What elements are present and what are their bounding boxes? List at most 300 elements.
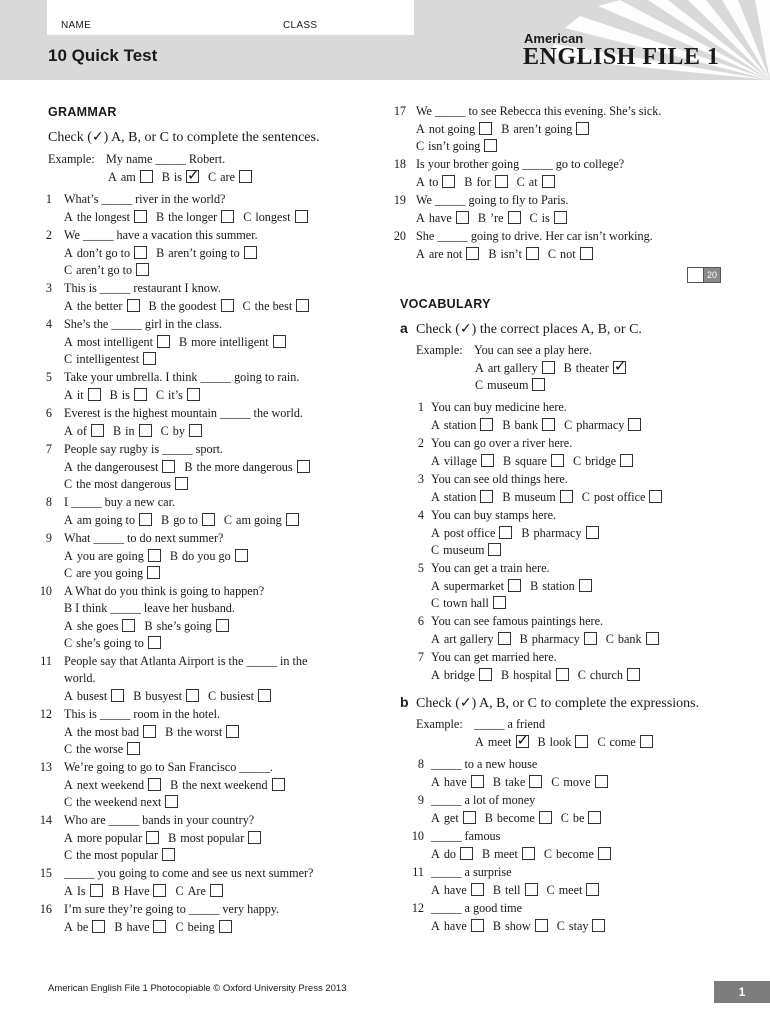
- option-text: go to: [173, 513, 198, 527]
- answer-checkbox[interactable]: [480, 418, 493, 431]
- option-letter: B: [502, 418, 511, 432]
- answer-checkbox[interactable]: [148, 636, 161, 649]
- option-text: not: [560, 247, 576, 261]
- question-text: We _____ going to fly to Paris.: [416, 193, 569, 207]
- question-10: [38, 584, 265, 653]
- question-text: You can go over a river here.: [431, 436, 573, 450]
- answer-checkbox[interactable]: [189, 424, 202, 437]
- option-letter: C: [242, 299, 251, 313]
- options-row: [38, 335, 295, 352]
- answer-checkbox[interactable]: [226, 725, 239, 738]
- options-row: [38, 689, 280, 706]
- answer-checkbox[interactable]: [219, 920, 232, 933]
- answer-checkbox[interactable]: [542, 418, 555, 431]
- answer-checkbox[interactable]: [187, 388, 200, 401]
- option-letter: B: [156, 246, 165, 260]
- vocab-b-tag: b: [400, 694, 409, 710]
- option-text: have: [428, 211, 452, 225]
- brand-english-file: ENGLISH FILE 1: [523, 44, 720, 70]
- option-text: busiest: [220, 689, 254, 703]
- option-b: [149, 299, 234, 314]
- question-number: 4: [417, 508, 424, 522]
- option-b: [464, 175, 507, 190]
- option-letter: A: [64, 460, 73, 474]
- option-letter: C: [160, 424, 169, 438]
- answer-checkbox[interactable]: [620, 454, 633, 467]
- checked-checkbox[interactable]: [186, 170, 199, 183]
- option-letter: A: [64, 619, 73, 633]
- option-c: [64, 848, 175, 863]
- answer-checkbox[interactable]: [272, 778, 285, 791]
- option-c: [208, 689, 271, 704]
- option-text: are not: [428, 247, 463, 261]
- footer-copyright: [48, 984, 346, 995]
- option-text: the dangerousest: [76, 460, 159, 474]
- answer-checkbox[interactable]: [239, 170, 252, 183]
- answer-checkbox[interactable]: [297, 460, 310, 473]
- option-letter: B: [114, 920, 123, 934]
- answer-checkbox[interactable]: [471, 883, 484, 896]
- option-letter: A: [416, 175, 425, 189]
- question-text: _____ to a new house: [431, 757, 538, 771]
- answer-checkbox[interactable]: [495, 175, 508, 188]
- answer-checkbox[interactable]: [595, 775, 608, 788]
- option-text: supermarket: [443, 579, 505, 593]
- answer-checkbox[interactable]: [162, 460, 175, 473]
- question-number: 5: [417, 561, 424, 575]
- answer-checkbox[interactable]: [148, 549, 161, 562]
- question-6: [38, 406, 303, 441]
- question-2: [406, 437, 642, 471]
- answer-checkbox[interactable]: [90, 884, 103, 897]
- answer-checkbox[interactable]: [248, 831, 261, 844]
- answer-checkbox[interactable]: [575, 735, 588, 748]
- answer-checkbox[interactable]: [598, 847, 611, 860]
- answer-checkbox[interactable]: [88, 388, 101, 401]
- answer-checkbox[interactable]: [529, 775, 542, 788]
- question-4: [38, 318, 295, 369]
- option-text: pharmacy: [533, 526, 582, 540]
- answer-checkbox[interactable]: [296, 299, 309, 312]
- option-a: [475, 735, 529, 750]
- score-total: 20: [704, 268, 720, 282]
- answer-checkbox[interactable]: [258, 689, 271, 702]
- option-a: [64, 299, 140, 314]
- answer-checkbox[interactable]: [216, 619, 229, 632]
- checked-checkbox[interactable]: [613, 361, 626, 374]
- options-row: [38, 549, 257, 566]
- option-c: [544, 847, 611, 862]
- options-row: [38, 795, 294, 812]
- answer-checkbox[interactable]: [244, 246, 257, 259]
- option-text: tell: [504, 883, 521, 897]
- answer-checkbox[interactable]: [111, 689, 124, 702]
- answer-checkbox[interactable]: [162, 848, 175, 861]
- option-text: Is: [76, 884, 86, 898]
- options-row: [38, 566, 257, 583]
- answer-checkbox[interactable]: [134, 210, 147, 223]
- option-c: [431, 543, 501, 558]
- option-c: [551, 775, 607, 790]
- answer-checkbox[interactable]: [295, 210, 308, 223]
- answer-checkbox[interactable]: [586, 526, 599, 539]
- answer-checkbox[interactable]: [539, 811, 552, 824]
- option-b: [493, 919, 548, 934]
- options-row: [406, 418, 650, 435]
- option-letter: A: [416, 122, 425, 136]
- answer-checkbox[interactable]: [463, 811, 476, 824]
- question-number: 8: [45, 495, 52, 509]
- answer-checkbox[interactable]: [592, 919, 605, 932]
- question-number: 1: [417, 400, 424, 414]
- option-c: [547, 883, 600, 898]
- option-text: most popular: [180, 831, 245, 845]
- question-text: _____ a surprise: [431, 865, 512, 879]
- option-a: [431, 811, 476, 826]
- answer-checkbox[interactable]: [580, 247, 593, 260]
- option-text: the most dangerous: [76, 477, 171, 491]
- option-c: [64, 477, 188, 492]
- option-text: to: [428, 175, 439, 189]
- answer-checkbox[interactable]: [134, 388, 147, 401]
- option-a: [64, 388, 101, 403]
- answer-checkbox[interactable]: [127, 299, 140, 312]
- answer-checkbox[interactable]: [139, 513, 152, 526]
- question-5: [406, 562, 601, 613]
- option-letter: A: [64, 424, 73, 438]
- answer-checkbox[interactable]: [139, 424, 152, 437]
- option-text: the most popular: [76, 848, 159, 862]
- question-number: 3: [45, 281, 52, 295]
- question-number: 17: [393, 104, 406, 118]
- answer-checkbox[interactable]: [499, 526, 512, 539]
- option-a: [64, 549, 161, 564]
- answer-checkbox[interactable]: [628, 418, 641, 431]
- option-text: longest: [255, 210, 291, 224]
- answer-checkbox[interactable]: [484, 139, 497, 152]
- option-c: [243, 299, 310, 314]
- option-c: [156, 388, 200, 403]
- answer-checkbox[interactable]: [542, 175, 555, 188]
- option-a: [475, 361, 555, 376]
- option-a: [431, 418, 493, 433]
- grammar-title: GRAMMAR: [48, 105, 117, 119]
- option-letter: C: [546, 883, 555, 897]
- answer-checkbox[interactable]: [471, 775, 484, 788]
- option-letter: A: [431, 632, 440, 646]
- answer-checkbox[interactable]: [134, 246, 147, 259]
- answer-checkbox[interactable]: [525, 883, 538, 896]
- option-text: theater: [575, 361, 609, 375]
- option-letter: B: [502, 490, 511, 504]
- answer-checkbox[interactable]: [493, 596, 506, 609]
- option-text: the worse: [76, 742, 124, 756]
- question-number: 18: [393, 157, 406, 171]
- question-3: [406, 473, 671, 507]
- answer-checkbox[interactable]: [498, 632, 511, 645]
- options-row: [38, 263, 266, 280]
- option-text: become: [496, 811, 535, 825]
- answer-checkbox[interactable]: [488, 543, 501, 556]
- option-text: post office: [593, 490, 646, 504]
- option-a: [64, 619, 135, 634]
- option-text: is: [121, 388, 130, 402]
- option-a: [64, 920, 105, 935]
- option-letter: A: [64, 246, 73, 260]
- option-letter: B: [169, 549, 178, 563]
- answer-checkbox[interactable]: [140, 170, 153, 183]
- options-row: [38, 725, 248, 742]
- answer-checkbox[interactable]: [542, 361, 555, 374]
- answer-checkbox[interactable]: [286, 513, 299, 526]
- option-b: [521, 526, 598, 541]
- answer-checkbox[interactable]: [157, 335, 170, 348]
- name-label: NAME: [61, 20, 92, 31]
- answer-checkbox[interactable]: [143, 725, 156, 738]
- answer-checkbox[interactable]: [579, 579, 592, 592]
- option-letter: C: [155, 388, 165, 402]
- answer-checkbox[interactable]: [165, 795, 178, 808]
- option-text: the better: [76, 299, 123, 313]
- answer-checkbox[interactable]: [551, 454, 564, 467]
- option-c: [475, 378, 545, 393]
- options-row: [406, 454, 642, 471]
- option-letter: B: [519, 632, 528, 646]
- option-letter: A: [431, 883, 440, 897]
- options-row: [38, 460, 319, 477]
- question-number: 7: [417, 650, 424, 664]
- answer-checkbox[interactable]: [479, 122, 492, 135]
- question-7: [406, 651, 649, 685]
- answer-checkbox[interactable]: [460, 847, 473, 860]
- option-letter: C: [207, 170, 217, 184]
- question-number: 3: [417, 472, 424, 486]
- answer-checkbox[interactable]: [136, 263, 149, 276]
- option-a: [64, 725, 156, 740]
- option-letter: B: [500, 668, 510, 682]
- option-letter: A: [64, 513, 73, 527]
- option-letter: C: [64, 263, 73, 277]
- answer-checkbox[interactable]: [91, 424, 104, 437]
- option-text: ’re: [489, 211, 504, 225]
- question-16: [38, 902, 280, 937]
- option-text: by: [172, 424, 185, 438]
- answer-checkbox[interactable]: [576, 122, 589, 135]
- option-text: meet: [494, 847, 518, 861]
- answer-checkbox[interactable]: [479, 668, 492, 681]
- answer-checkbox[interactable]: [535, 919, 548, 932]
- option-text: station: [542, 579, 575, 593]
- option-letter: A: [475, 361, 484, 375]
- question-number: 11: [40, 654, 52, 668]
- question-text: She _____ going to drive. Her car isn’t working.: [416, 229, 653, 243]
- option-b: [156, 246, 257, 261]
- answer-checkbox[interactable]: [221, 299, 234, 312]
- option-letter: A: [64, 725, 73, 739]
- answer-checkbox[interactable]: [586, 883, 599, 896]
- page-number: 1: [714, 981, 770, 1003]
- answer-checkbox[interactable]: [146, 831, 159, 844]
- question-number: 10: [39, 584, 52, 598]
- answer-checkbox[interactable]: [627, 668, 640, 681]
- answer-checkbox[interactable]: [175, 477, 188, 490]
- option-text: stay: [568, 919, 589, 933]
- question-13: [38, 761, 294, 812]
- answer-checkbox[interactable]: [147, 566, 160, 579]
- option-letter: B: [144, 619, 153, 633]
- answer-checkbox[interactable]: [122, 619, 135, 632]
- option-c: [224, 513, 299, 528]
- answer-checkbox[interactable]: [588, 811, 601, 824]
- answer-checkbox[interactable]: [127, 742, 140, 755]
- option-b: [168, 831, 261, 846]
- options-row: [38, 513, 308, 530]
- option-a: [431, 775, 484, 790]
- answer-checkbox[interactable]: [554, 211, 567, 224]
- answer-checkbox[interactable]: [186, 689, 199, 702]
- option-c: [175, 884, 222, 899]
- option-c: [561, 811, 602, 826]
- option-letter: A: [64, 831, 73, 845]
- option-text: most intelligent: [76, 335, 153, 349]
- option-text: busyest: [145, 689, 182, 703]
- option-text: being: [187, 920, 215, 934]
- options-row: [38, 619, 238, 636]
- question-3: [38, 282, 318, 316]
- answer-checkbox[interactable]: [153, 884, 166, 897]
- option-a: [431, 632, 511, 647]
- option-letter: C: [64, 795, 73, 809]
- question-8: [406, 758, 617, 792]
- option-letter: A: [431, 418, 440, 432]
- answer-checkbox[interactable]: [456, 211, 469, 224]
- option-text: are you going: [76, 566, 144, 580]
- example-label: Example:: [48, 152, 95, 166]
- question-number: 19: [393, 193, 406, 207]
- answer-checkbox[interactable]: [508, 211, 521, 224]
- option-a: [64, 778, 161, 793]
- option-a: [64, 884, 103, 899]
- question-number: 10: [411, 829, 424, 843]
- answer-checkbox[interactable]: [480, 490, 493, 503]
- question-6: [406, 615, 668, 649]
- option-text: isn’t going: [428, 139, 481, 153]
- option-b: [133, 689, 199, 704]
- option-a: [431, 668, 492, 683]
- answer-checkbox[interactable]: [532, 378, 545, 391]
- checked-checkbox[interactable]: [516, 735, 529, 748]
- option-letter: C: [547, 247, 557, 261]
- answer-checkbox[interactable]: [526, 247, 539, 260]
- option-letter: B: [168, 831, 177, 845]
- option-text: meet: [558, 883, 583, 897]
- answer-checkbox[interactable]: [92, 920, 105, 933]
- option-text: do: [443, 847, 456, 861]
- option-letter: C: [416, 139, 425, 153]
- option-a: [431, 919, 484, 934]
- options-row: [406, 579, 601, 596]
- option-letter: B: [537, 735, 546, 749]
- answer-checkbox[interactable]: [646, 632, 659, 645]
- options-row: [406, 919, 614, 936]
- answer-checkbox[interactable]: [442, 175, 455, 188]
- question-17: [390, 104, 662, 156]
- options-row: [390, 211, 576, 228]
- option-letter: C: [529, 211, 538, 225]
- option-b: [482, 847, 535, 862]
- answer-checkbox[interactable]: [210, 884, 223, 897]
- option-letter: B: [178, 335, 188, 349]
- example-label: Example:: [416, 717, 463, 731]
- answer-checkbox[interactable]: [273, 335, 286, 348]
- question-number: 12: [39, 707, 52, 721]
- option-text: it’s: [168, 388, 183, 402]
- answer-checkbox[interactable]: [466, 247, 479, 260]
- option-text: the best: [254, 299, 293, 313]
- answer-checkbox[interactable]: [649, 490, 662, 503]
- option-letter: B: [521, 526, 530, 540]
- option-text: village: [443, 454, 477, 468]
- brand-american: American: [524, 31, 584, 46]
- question-12: [38, 708, 248, 759]
- options-row: [38, 778, 294, 795]
- question-text: What _____ to do next summer?: [64, 531, 224, 545]
- question-number: 9: [417, 793, 424, 807]
- options-row: [390, 139, 598, 156]
- answer-checkbox[interactable]: [202, 513, 215, 526]
- answer-checkbox[interactable]: [221, 210, 234, 223]
- option-letter: B: [530, 579, 539, 593]
- question-text: I’m sure they’re going to _____ very happy.: [64, 902, 280, 916]
- option-letter: B: [502, 454, 512, 468]
- footer-rights: Photocopiable © Oxford University Press 2013: [150, 983, 347, 994]
- option-letter: A: [475, 735, 484, 749]
- score-input-box[interactable]: [688, 268, 704, 282]
- option-text: are: [220, 170, 236, 184]
- answer-checkbox[interactable]: [556, 668, 569, 681]
- answer-checkbox[interactable]: [471, 919, 484, 932]
- question-18: [390, 157, 625, 192]
- answer-checkbox[interactable]: [584, 632, 597, 645]
- answer-checkbox[interactable]: [481, 454, 494, 467]
- option-letter: C: [64, 352, 73, 366]
- answer-checkbox[interactable]: [143, 352, 156, 365]
- option-text: it: [76, 388, 84, 402]
- option-text: is: [173, 170, 182, 184]
- option-letter: C: [223, 513, 233, 527]
- answer-checkbox[interactable]: [640, 735, 653, 748]
- options-row: [406, 632, 668, 649]
- options-row: [406, 883, 608, 900]
- answer-checkbox[interactable]: [560, 490, 573, 503]
- answer-checkbox[interactable]: [522, 847, 535, 860]
- options-row: [390, 247, 602, 264]
- option-letter: B: [155, 210, 165, 224]
- options-row: [38, 831, 270, 848]
- answer-checkbox[interactable]: [235, 549, 248, 562]
- answer-checkbox[interactable]: [508, 579, 521, 592]
- answer-checkbox[interactable]: [153, 920, 166, 933]
- question-text: _____ you going to come and see us next summer?: [64, 866, 314, 880]
- option-c: [416, 139, 497, 154]
- option-text: am: [120, 170, 136, 184]
- option-b: [144, 619, 228, 634]
- question-text: This is _____ restaurant I know.: [64, 281, 221, 295]
- answer-checkbox[interactable]: [148, 778, 161, 791]
- option-a: [64, 424, 104, 439]
- question-text: _____ a good time: [431, 901, 523, 915]
- options-row: [406, 490, 671, 507]
